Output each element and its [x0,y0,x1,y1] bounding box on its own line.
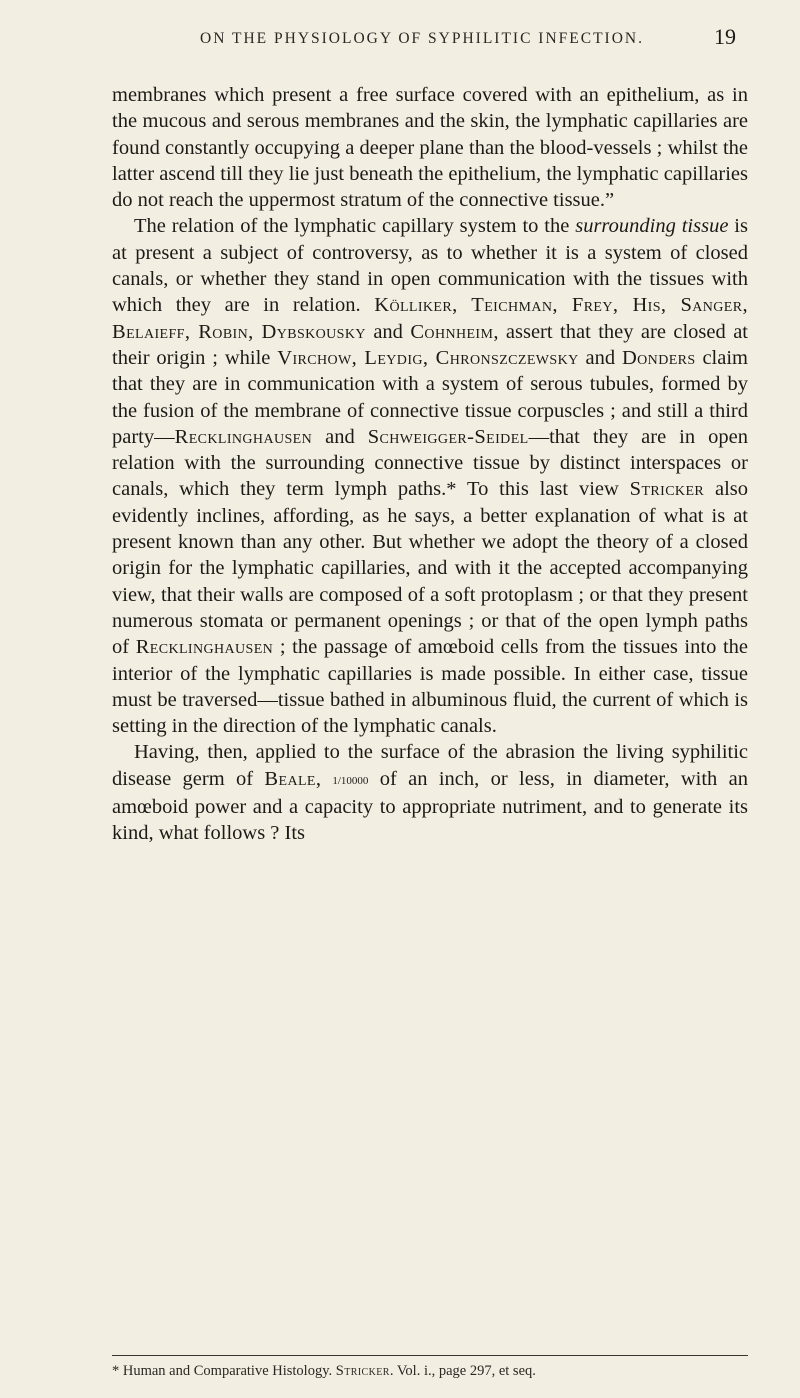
running-head: ON THE PHYSIOLOGY OF SYPHILITIC INFECTION. [200,30,644,47]
text-run: —that they are in open relation with the surrounding connective tissue by distinct interspaces or canals, which they term lymph paths.* To this last view [112,425,748,501]
footnote-text: * Human and Comparative Histology. [112,1363,336,1379]
italic-phrase: surrounding tissue [575,215,729,238]
author-name: Stricker [629,478,705,501]
author-name: Beale [264,767,316,790]
footnote-author: Stricker [335,1363,390,1379]
text-run: and [578,346,622,369]
footnote [112,1362,748,1380]
text-run: and [365,320,411,343]
author-name: Schweigger-Seidel [367,425,529,448]
fraction: 1/10000 [332,774,369,787]
footnote-text: . Vol. i., page 297, et seq. [389,1363,536,1379]
text-run: also evidently inclines, affording, as he says, a better explanation of what is at present known than any other. But whether we adopt the theory of a closed origin for the lymphatic capillaries, and with it the accepted accompanying view, that their walls are composed of a soft protoplasm ; or that they present numerous stomata or permanent openings ; or that of the open lymph paths of [112,478,749,659]
text-run: ; the passage of amœboid cells from the tissues into the interior of the lymphatic capillaries is made possible. In either case, tissue must be traversed—tissue bathed in albuminous fluid, the current of which is setting in the direction of the lymphatic canals. [112,636,748,738]
page-header [108,22,736,56]
body-text [112,82,748,847]
text-run: Having, then, applied to the surface of the abrasion the living syphilitic disease germ of [112,741,748,790]
author-name: Recklinghausen [135,636,274,659]
text-run: The relation of the lymphatic capillary system to the [134,215,576,238]
text-run: , assert that they are closed at their origin ; while [112,320,748,369]
paragraph-3 [112,739,748,846]
author-name: Recklinghausen [174,425,313,448]
paragraph-1: membranes which present a free surface covered with an epithelium, as in the mucous and serous membranes and the skin, the lymphatic capillaries are found constantly occupying a deeper plane than the blood-vessels ; whilst the latter ascend till they lie just beneath the epithelium, the lymphatic capillaries do not reach the uppermost stratum of the connective tissue.” [112,84,748,212]
paragraph-2 [112,213,748,739]
author-names: Kölliker, Teichman, Frey, His, Sanger, Belaieff, Robin, Dybskousky [112,294,748,343]
author-name: Cohnheim [410,320,494,343]
text-run: claim that they are in communication with a system of serous tubules, formed by the fusion of the membrane of connective tissue corpuscles ; and still a third party— [112,346,748,448]
text-run: and [312,425,368,448]
page-number: 19 [714,24,736,49]
text-run: is at present a subject of controversy, as to whether it is a system of closed canals, or whether they stand in open communication with the tissues with which they are in relation. [112,215,748,317]
text-run: of an inch, or less, in diameter, with an amœboid power and a capacity to appropriate nutriment, and to generate its kind, what follows ? Its [112,767,748,845]
footnote-rule [112,1355,748,1356]
author-names: Virchow, Leydig, Chronszczewsky [277,346,579,369]
text-run: , [315,767,333,790]
author-name: Donders [621,346,696,369]
